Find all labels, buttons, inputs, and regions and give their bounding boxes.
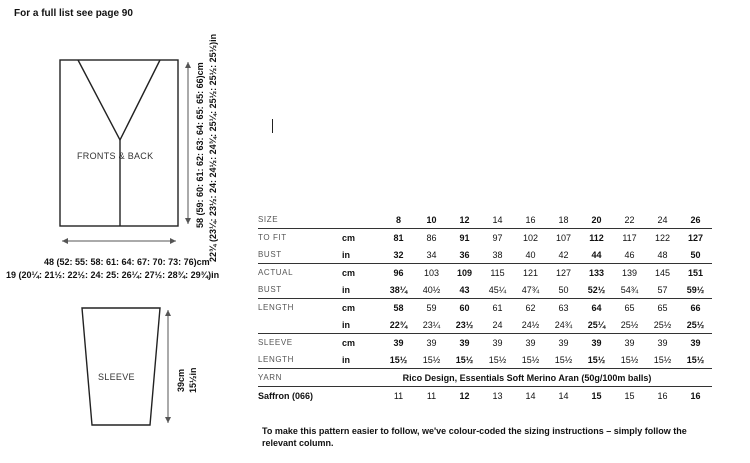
table-cell: 43 (459, 284, 470, 295)
table-cell: 145 (646, 264, 679, 282)
yarn-description: Rico Design, Essentials Soft Merino Aran (50g/100m balls) (342, 369, 712, 387)
table-cell: 25½ (686, 319, 705, 330)
table-cell: 22¾ (389, 319, 408, 330)
table-row (258, 211, 712, 229)
row-label: SLEEVE (258, 334, 342, 352)
table-row (258, 246, 712, 264)
table-row (258, 334, 712, 352)
table-cell: 23½ (455, 319, 474, 330)
table-cell: 38¼ (389, 284, 408, 295)
table-cell: 24¾ (554, 319, 573, 330)
table-cell: 12 (448, 387, 481, 405)
table-cell: 14 (547, 387, 580, 405)
row-unit: in (342, 354, 350, 365)
row-label: SIZE (258, 215, 279, 224)
table-cell: 15½ (686, 354, 705, 365)
table-cell: 25½ (653, 319, 672, 330)
table-cell: 15½ (587, 354, 606, 365)
table-cell: 96 (382, 264, 415, 282)
table-row (258, 351, 712, 369)
table-cell: 15 (613, 387, 646, 405)
table-cell: 32 (393, 249, 404, 260)
table-row (258, 264, 712, 282)
table-cell: 109 (448, 264, 481, 282)
table-cell: 40½ (422, 284, 441, 295)
table-cell: 64 (580, 299, 613, 317)
table-cell: 127 (679, 229, 712, 247)
table-cell: 23¼ (422, 319, 441, 330)
neckline (78, 60, 160, 140)
table-cell: 44 (591, 249, 602, 260)
size-14: 14 (492, 214, 503, 225)
row-unit: cm (342, 334, 382, 352)
size-18: 18 (558, 214, 569, 225)
table-cell: 39 (580, 334, 613, 352)
row-unit: in (342, 249, 350, 260)
sleeve-label: SLEEVE (98, 372, 135, 382)
table-cell: 15½ (389, 354, 408, 365)
table-cell: 15 (580, 387, 613, 405)
row-label: TO FIT (258, 229, 342, 247)
table-cell: 127 (547, 264, 580, 282)
row-label: BUST (258, 250, 282, 259)
table-cell: 81 (382, 229, 415, 247)
table-cell: 121 (514, 264, 547, 282)
table-cell: 24½ (521, 319, 540, 330)
table-cell: 24 (492, 319, 503, 330)
table-cell: 103 (415, 264, 448, 282)
table-cell: 45¼ (488, 284, 507, 295)
sleeve-outline (82, 308, 160, 425)
table-cell: 151 (679, 264, 712, 282)
page-reference-note: For a full list see page 90 (14, 8, 133, 19)
size-10: 10 (426, 214, 437, 225)
table-cell: 107 (547, 229, 580, 247)
table-cell: 115 (481, 264, 514, 282)
size-16: 16 (525, 214, 536, 225)
table-cell: 15½ (455, 354, 474, 365)
table-cell: 58 (382, 299, 415, 317)
table-cell: 63 (547, 299, 580, 317)
table-cell: 102 (514, 229, 547, 247)
table-cell: 47¾ (521, 284, 540, 295)
table-cell: 59 (415, 299, 448, 317)
table-cell: 15½ (653, 354, 672, 365)
sleeve-length-cm: 39cm (176, 368, 186, 392)
table-cell: 39 (415, 334, 448, 352)
size-22: 22 (624, 214, 635, 225)
table-cell: 39 (613, 334, 646, 352)
table-cell: 52½ (587, 284, 606, 295)
table-cell: 46 (624, 249, 635, 260)
row-unit: cm (342, 264, 382, 282)
colour-label: Saffron (066) (258, 387, 382, 405)
table-cell: 117 (613, 229, 646, 247)
row-unit: in (342, 284, 350, 295)
table-cell: 38 (492, 249, 503, 260)
table-cell: 15½ (620, 354, 639, 365)
body-outline (60, 60, 178, 226)
table-cell: 122 (646, 229, 679, 247)
table-row (258, 229, 712, 247)
row-unit: cm (342, 229, 382, 247)
sleeve-length-in: 15½in (188, 367, 198, 393)
body-width-in: 19 (20¼: 21½: 22½: 24: 25: 26¼: 27½: 28¾: 29¾)in (6, 270, 220, 280)
yarn-row (258, 369, 712, 387)
row-unit: in (342, 319, 350, 330)
size-20: 20 (591, 214, 602, 225)
table-cell: 25¼ (587, 319, 606, 330)
table-cell: 139 (613, 264, 646, 282)
table-cell: 39 (547, 334, 580, 352)
sizing-table (258, 211, 712, 404)
row-unit (342, 211, 382, 229)
table-cell: 112 (580, 229, 613, 247)
table-cell: 16 (646, 387, 679, 405)
fronts-back-label: FRONTS & BACK (77, 151, 154, 161)
size-8: 8 (395, 214, 401, 225)
row-unit: cm (342, 299, 382, 317)
row-label: ACTUAL (258, 264, 342, 282)
table-cell: 15½ (488, 354, 507, 365)
body-length-in: 22¾ (23¼: 23½: 24: 24½: 24¾: 25¼: 25½: 25½: 25½)in (208, 33, 218, 262)
yarn-label: YARN (258, 369, 342, 387)
table-cell: 36 (459, 249, 470, 260)
table-cell: 65 (646, 299, 679, 317)
size-26: 26 (690, 214, 701, 225)
table-cell: 16 (679, 387, 712, 405)
table-cell: 15½ (422, 354, 441, 365)
table-cell: 11 (382, 387, 415, 405)
table-cell: 39 (646, 334, 679, 352)
table-cell: 86 (415, 229, 448, 247)
table-cell: 50 (558, 284, 569, 295)
table-cell: 54¾ (620, 284, 639, 295)
table-cell: 61 (481, 299, 514, 317)
table-cell: 57 (657, 284, 668, 295)
text-cursor (272, 119, 273, 133)
table-cell: 15½ (554, 354, 573, 365)
table-cell: 11 (415, 387, 448, 405)
table-cell: 39 (382, 334, 415, 352)
table-cell: 97 (481, 229, 514, 247)
row-label (258, 316, 342, 334)
body-width-cm: 48 (52: 55: 58: 61: 64: 67: 70: 73: 76)cm (44, 257, 210, 267)
table-row (258, 299, 712, 317)
table-cell: 25½ (620, 319, 639, 330)
row-label: BUST (258, 285, 282, 294)
table-cell: 39 (679, 334, 712, 352)
table-row (258, 281, 712, 299)
table-cell: 65 (613, 299, 646, 317)
table-cell: 40 (525, 249, 536, 260)
table-cell: 59½ (686, 284, 705, 295)
table-cell: 60 (448, 299, 481, 317)
size-24: 24 (657, 214, 668, 225)
table-cell: 91 (448, 229, 481, 247)
row-label: LENGTH (258, 299, 342, 317)
table-cell: 62 (514, 299, 547, 317)
row-label: LENGTH (258, 355, 295, 364)
table-cell: 39 (481, 334, 514, 352)
table-cell: 42 (558, 249, 569, 260)
table-cell: 50 (690, 249, 701, 260)
colour-code-note: To make this pattern easier to follow, we've colour-coded the sizing instructions – simply follow the relevant column. (262, 426, 687, 448)
body-length-cm: 58 (59: 60: 61: 62: 63: 64: 65: 65: 66)cm (195, 62, 205, 228)
table-cell: 34 (426, 249, 437, 260)
table-cell: 66 (679, 299, 712, 317)
table-row (258, 316, 712, 334)
colour-row (258, 387, 712, 405)
table-cell: 13 (481, 387, 514, 405)
size-12: 12 (459, 214, 470, 225)
table-cell: 39 (448, 334, 481, 352)
table-cell: 15½ (521, 354, 540, 365)
table-cell: 39 (514, 334, 547, 352)
table-cell: 133 (580, 264, 613, 282)
table-cell: 14 (514, 387, 547, 405)
table-cell: 48 (657, 249, 668, 260)
